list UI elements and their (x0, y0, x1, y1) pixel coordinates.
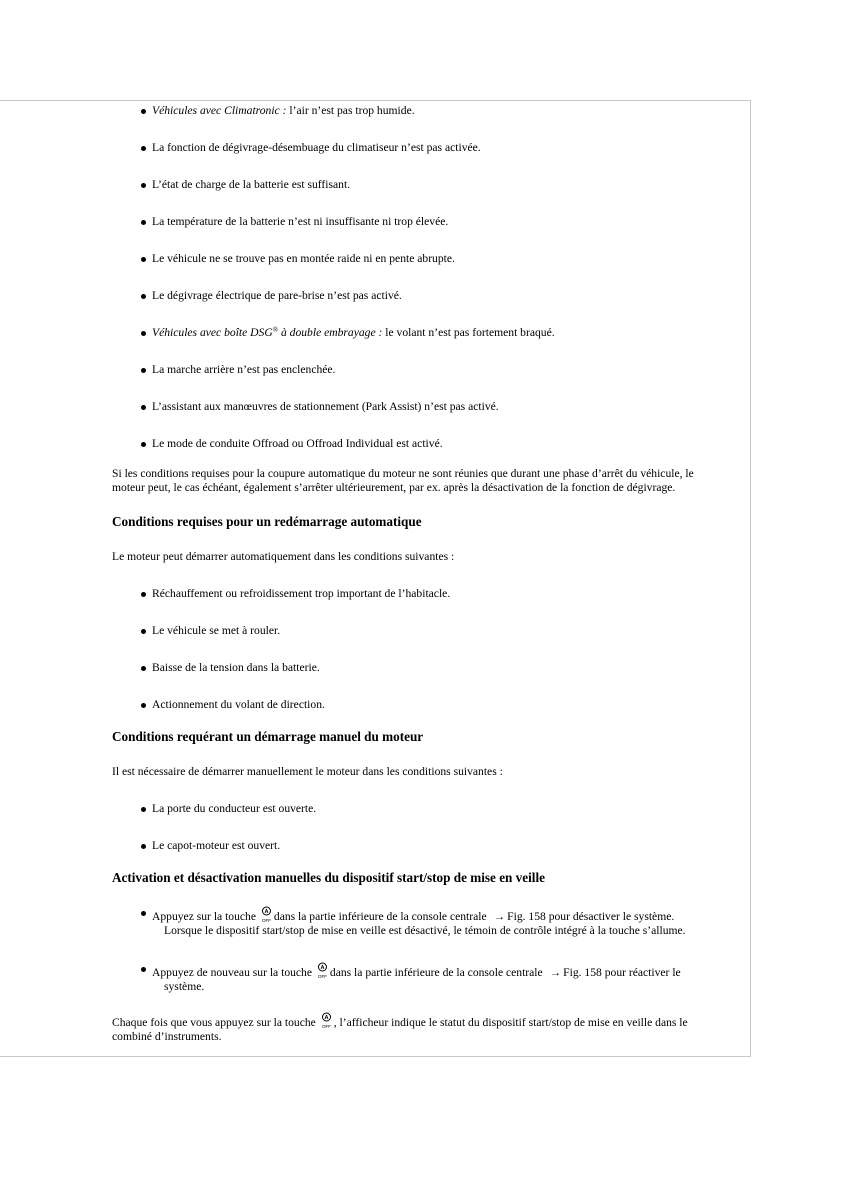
item-prefix: Véhicules avec Climatronic : (152, 104, 287, 117)
paragraph-text: , l’afficheur indique le statut du dispositif start/stop de mise en veille dans le combiné d’instruments. (112, 1016, 688, 1043)
section-heading: Activation et désactivation manuelles du dispositif start/stop de mise en veille (112, 870, 545, 885)
svg-text:A: A (324, 1015, 329, 1022)
step-text: Appuyez de nouveau sur la touche (152, 966, 315, 979)
manual-start-conditions-list (112, 802, 724, 853)
list-item (112, 289, 724, 303)
item-text: Le capot-moteur est ouvert. (152, 839, 281, 852)
list-item (112, 802, 724, 816)
item-text: l’air n’est pas trop humide. (286, 104, 415, 117)
restart-conditions-list (112, 587, 724, 712)
item-text: L’état de charge de la batterie est suffisant. (152, 178, 351, 191)
svg-text:OFF: OFF (321, 1024, 331, 1029)
item-prefix: à double embrayage : (278, 326, 383, 339)
item-text: La fonction de dégivrage-désembuage du climatiseur n’est pas activée. (152, 141, 481, 154)
svg-text:OFF: OFF (317, 974, 327, 979)
list-item (112, 215, 724, 229)
paragraph: Le moteur peut démarrer automatiquement dans les conditions suivantes : (112, 550, 455, 563)
instruction-steps-list (112, 906, 724, 994)
svg-text:A: A (264, 909, 269, 916)
item-text: Le véhicule se met à rouler. (152, 624, 281, 637)
item-prefix: Véhicules avec boîte DSG (152, 326, 273, 339)
svg-text:A: A (320, 965, 325, 972)
item-text: Actionnement du volant de direction. (152, 698, 325, 711)
arrow-icon: → (549, 966, 562, 979)
section-heading: Conditions requises pour un redémarrage automatique (112, 514, 422, 529)
item-text: Le dégivrage électrique de pare-brise n’est pas activé. (152, 289, 402, 302)
item-text: Le véhicule ne se trouve pas en montée raide ni en pente abrupte. (152, 252, 455, 265)
step-text: pour désactiver le système. (545, 910, 675, 923)
figure-link[interactable]: Fig. 158 (507, 910, 546, 923)
svg-text:OFF: OFF (261, 918, 271, 923)
document-body (112, 104, 724, 1064)
shutdown-conditions-list (112, 104, 724, 451)
item-text: L’assistant aux manœuvres de stationnement (Park Assist) n’est pas activé. (152, 400, 499, 413)
step-continuation: système. (164, 980, 205, 993)
item-text: Réchauffement ou refroidissement trop important de l’habitacle. (152, 587, 451, 600)
step-text: pour réactiver le (601, 966, 681, 979)
list-item (112, 400, 724, 414)
list-item (112, 698, 724, 712)
figure-link[interactable]: Fig. 158 (563, 966, 602, 979)
list-item (112, 141, 724, 155)
list-item (112, 587, 724, 601)
item-text: le volant n’est pas fortement braqué. (382, 326, 555, 339)
list-item (112, 252, 724, 266)
start-stop-button-icon (260, 906, 273, 924)
paragraph: Il est nécessaire de démarrer manuellement le moteur dans les conditions suivantes : (112, 765, 503, 778)
list-item (112, 178, 724, 192)
step-text: dans la partie inférieure de la console centrale (273, 910, 490, 923)
list-item (112, 104, 724, 118)
list-item (112, 962, 724, 994)
item-text: Baisse de la tension dans la batterie. (152, 661, 320, 674)
paragraph-text: Chaque fois que vous appuyez sur la touche (112, 1016, 319, 1029)
list-item (112, 906, 724, 938)
arrow-icon: → (493, 910, 506, 923)
list-item (112, 624, 724, 638)
start-stop-button-icon (320, 1012, 333, 1030)
item-text: La marche arrière n’est pas enclenchée. (152, 363, 336, 376)
item-text: Le mode de conduite Offroad ou Offroad Individual est activé. (152, 437, 443, 450)
item-text: La température de la batterie n’est ni insuffisante ni trop élevée. (152, 215, 449, 228)
step-text: Appuyez sur la touche (152, 910, 259, 923)
start-stop-button-icon (316, 962, 329, 980)
list-item (112, 661, 724, 675)
list-item (112, 437, 724, 451)
list-item (112, 363, 724, 377)
paragraph (112, 1012, 724, 1044)
registered-mark: ® (272, 326, 279, 334)
item-text: La porte du conducteur est ouverte. (152, 802, 317, 815)
paragraph: Si les conditions requises pour la coupure automatique du moteur ne sont réunies que durant une phase d’arrêt du véhicule, le moteur peut, le cas échéant, également s’arrêter ultérieurement, par ex. après la désactivation de la fonction de dégivrage. (112, 467, 694, 494)
step-continuation: Lorsque le dispositif start/stop de mise en veille est désactivé, le témoin de contrôle intégré à la touche s’allume. (164, 924, 686, 937)
list-item (112, 839, 724, 853)
list-item (112, 326, 724, 340)
step-text: dans la partie inférieure de la console centrale (329, 966, 546, 979)
section-heading: Conditions requérant un démarrage manuel du moteur (112, 729, 424, 744)
